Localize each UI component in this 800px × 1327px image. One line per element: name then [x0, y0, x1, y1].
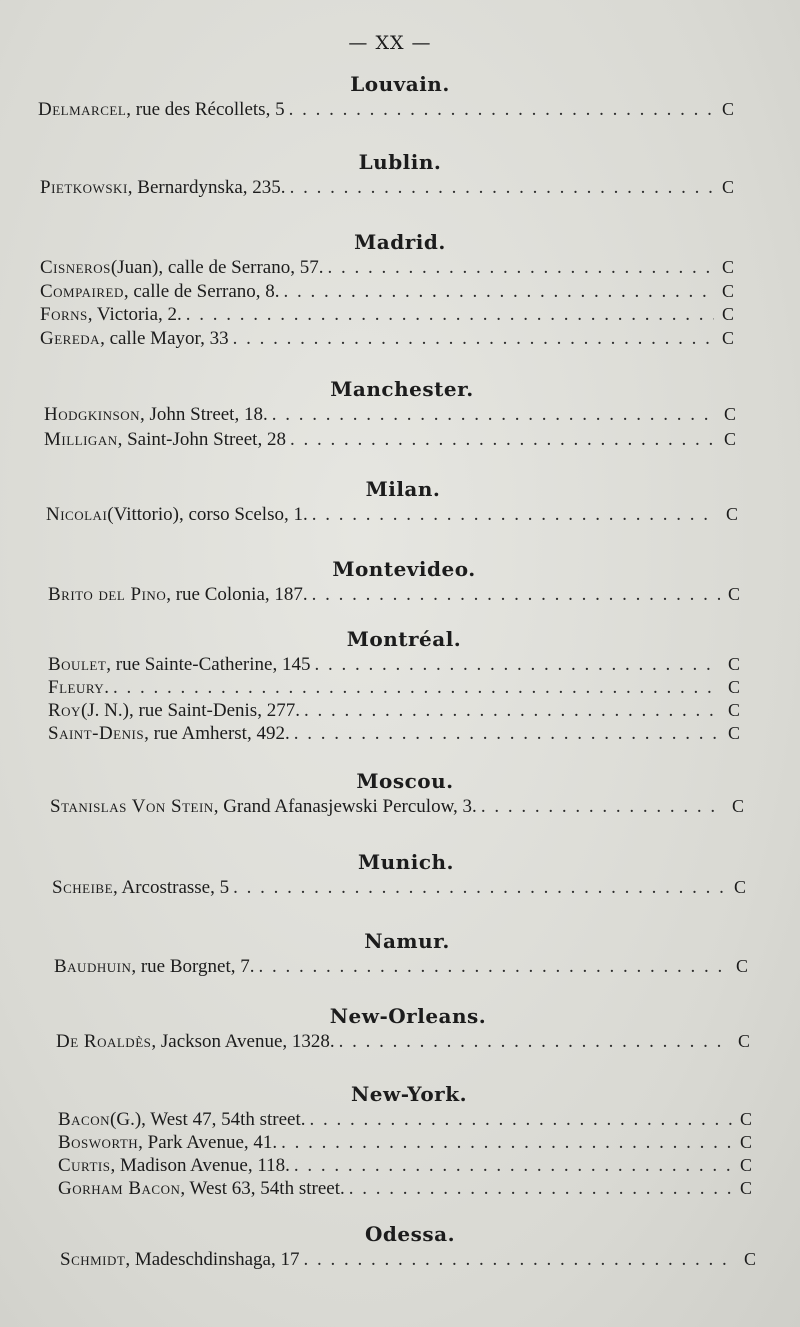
entry-address: , calle Mayor, 33	[100, 327, 229, 349]
directory-entry	[48, 583, 746, 606]
entry-mark: C	[722, 99, 735, 119]
entry-mark: C	[740, 1132, 753, 1152]
entry-mark: C	[740, 1109, 753, 1129]
leader-dots	[284, 280, 714, 303]
city-section	[0, 1220, 800, 1271]
entry-mark: C	[732, 796, 745, 816]
leader-dots	[327, 256, 714, 279]
city-heading: Namur.	[364, 929, 450, 953]
entry-address: , rue des Récollets, 5	[126, 99, 285, 120]
leader-dots	[186, 303, 714, 326]
entry-mark: C	[740, 1178, 753, 1198]
city-section	[0, 228, 800, 350]
entry-address: (Vittorio), corso Scelso, 1.	[107, 504, 308, 525]
entry-name: Nicolai	[46, 504, 108, 525]
directory-entry	[58, 1108, 758, 1131]
leader-dots	[312, 583, 720, 606]
entry-address: , John Street, 18.	[140, 404, 268, 425]
entry-name: Milligan	[44, 429, 118, 450]
leader-dots	[290, 428, 716, 451]
entry-mark: C	[728, 677, 741, 697]
entry-name: Boulet	[48, 654, 107, 675]
entry-address: , rue Sainte-Catherine, 145	[106, 654, 311, 675]
entry-mark: C	[722, 327, 735, 348]
entry-address: , Grand Afanasjewski Perculow, 3.	[213, 796, 477, 817]
entry-name: Bosworth	[58, 1132, 139, 1153]
entry-name: Roy	[48, 700, 81, 721]
entry-mark: C	[722, 177, 735, 197]
directory-entry	[44, 428, 742, 453]
city-heading: Montréal.	[346, 627, 462, 651]
entry-mark: C	[736, 956, 749, 976]
entry-address: , rue Amherst, 492.	[144, 723, 290, 744]
directory-entry	[56, 1030, 756, 1053]
entry-address: , Park Avenue, 41.	[138, 1132, 278, 1153]
city-heading: Madrid.	[354, 230, 446, 254]
city-heading: Lublin.	[358, 150, 442, 174]
city-section	[0, 148, 800, 199]
directory-entry	[54, 955, 754, 978]
entry-mark: C	[728, 654, 741, 674]
leader-dots	[481, 795, 724, 818]
entry-name: Saint-Denis	[48, 723, 145, 744]
entry-address: , Arcostrasse, 5	[113, 877, 230, 898]
city-heading: Odessa.	[364, 1222, 456, 1246]
entry-name: Scheibe	[52, 877, 114, 898]
entry-address: , calle de Serrano, 8.	[123, 280, 280, 302]
entry-name: Stanislas Von Stein	[50, 796, 214, 817]
city-heading: Munich.	[358, 850, 454, 874]
directory-entry	[50, 795, 750, 818]
entry-address: .	[104, 677, 109, 698]
directory-entry	[48, 676, 746, 699]
entry-name: Cisneros	[40, 257, 111, 278]
entry-mark: C	[734, 877, 747, 897]
entry-mark: C	[728, 700, 741, 720]
city-heading: Moscou.	[356, 769, 454, 793]
city-heading: Montevideo.	[332, 557, 476, 581]
leader-dots	[281, 1131, 732, 1154]
entry-name: Gorham Bacon	[58, 1178, 181, 1199]
entry-name: Forns	[40, 304, 88, 325]
entry-name: Gereda	[40, 327, 101, 349]
entry-address: , Jackson Avenue, 1328.	[151, 1031, 335, 1052]
leader-dots	[339, 1030, 730, 1053]
city-section	[0, 927, 800, 978]
directory-entry	[40, 280, 740, 304]
leader-dots	[272, 403, 716, 426]
entry-address: , Madeschdinshaga, 17	[125, 1249, 300, 1270]
leader-dots	[294, 1154, 732, 1177]
entry-name: Fleury	[48, 677, 105, 698]
leader-dots	[289, 98, 714, 121]
entry-mark: C	[740, 1155, 753, 1175]
city-section	[0, 625, 800, 745]
entry-mark: C	[722, 304, 735, 324]
city-section	[0, 70, 800, 121]
entry-mark: C	[722, 257, 735, 277]
entry-address: , Victoria, 2.	[87, 304, 182, 325]
leader-dots	[258, 955, 728, 978]
entry-address: , Madison Avenue, 118.	[110, 1155, 290, 1176]
directory-entry	[48, 653, 746, 676]
entry-address: , rue Colonia, 187.	[166, 584, 308, 605]
city-section	[0, 1002, 800, 1053]
entry-name: De Roaldès	[56, 1031, 152, 1052]
entry-name: Brito del Pino	[48, 584, 167, 605]
entry-name: Hodgkinson	[44, 404, 140, 425]
entry-address: (J. N.), rue Saint-Denis, 277.	[80, 700, 300, 721]
entry-mark: C	[722, 280, 735, 301]
entry-mark: C	[724, 404, 737, 424]
entry-mark: C	[724, 429, 737, 449]
directory-entry	[40, 303, 740, 327]
leader-dots	[233, 876, 726, 899]
city-heading: Milan.	[365, 477, 441, 501]
city-section	[0, 767, 800, 818]
leader-dots	[349, 1177, 732, 1200]
entry-mark: C	[738, 1031, 751, 1051]
entry-mark: C	[728, 584, 741, 604]
city-heading: Louvain.	[350, 72, 450, 96]
entry-address: (Juan), calle de Serrano, 57.	[110, 257, 324, 278]
city-heading: New-York.	[350, 1082, 468, 1106]
city-section	[0, 555, 800, 606]
city-section	[0, 375, 800, 453]
leader-dots	[233, 327, 714, 350]
leader-dots	[294, 722, 720, 745]
entry-address: (G.), West 47, 54th street.	[110, 1109, 306, 1130]
leader-dots	[113, 676, 720, 699]
city-section	[0, 1080, 800, 1200]
page-number: — XX —	[348, 32, 432, 54]
directory-entry	[58, 1177, 758, 1200]
leader-dots	[290, 176, 714, 199]
entry-name: Delmarcel	[38, 99, 127, 120]
city-heading: Manchester.	[330, 377, 474, 401]
entry-name: Curtis	[58, 1155, 111, 1176]
leader-dots	[304, 699, 720, 722]
city-section	[0, 848, 800, 899]
entry-name: Bacon	[58, 1109, 111, 1130]
directory-entry	[38, 98, 740, 121]
entry-mark: C	[744, 1249, 757, 1269]
entry-address: , Bernardynska, 235.	[127, 177, 286, 198]
entry-name: Compaired	[40, 280, 124, 302]
entry-address: , West 63, 54th street.	[180, 1178, 345, 1199]
directory-entry	[58, 1154, 758, 1177]
entry-name: Baudhuin	[54, 956, 132, 977]
directory-entry	[48, 722, 746, 745]
leader-dots	[314, 653, 720, 676]
directory-entry	[40, 256, 740, 280]
directory-entry	[46, 503, 744, 526]
directory-entry	[52, 876, 752, 899]
entry-address: , Saint-John Street, 28	[117, 429, 286, 450]
entry-name: Pietkowski	[40, 177, 128, 198]
leader-dots	[303, 1248, 736, 1271]
entry-address: , rue Borgnet, 7.	[131, 956, 255, 977]
leader-dots	[310, 1108, 733, 1131]
city-section	[0, 475, 800, 526]
entry-name: Schmidt	[60, 1249, 126, 1270]
directory-entry	[40, 327, 740, 351]
leader-dots	[312, 503, 718, 526]
entry-mark: C	[728, 723, 741, 743]
directory-entry	[48, 699, 746, 722]
city-heading: New-Orleans.	[329, 1004, 487, 1028]
directory-entry	[44, 403, 742, 428]
directory-entry	[40, 176, 740, 199]
entry-mark: C	[726, 504, 739, 524]
directory-entry	[58, 1131, 758, 1154]
directory-entry	[60, 1248, 762, 1271]
